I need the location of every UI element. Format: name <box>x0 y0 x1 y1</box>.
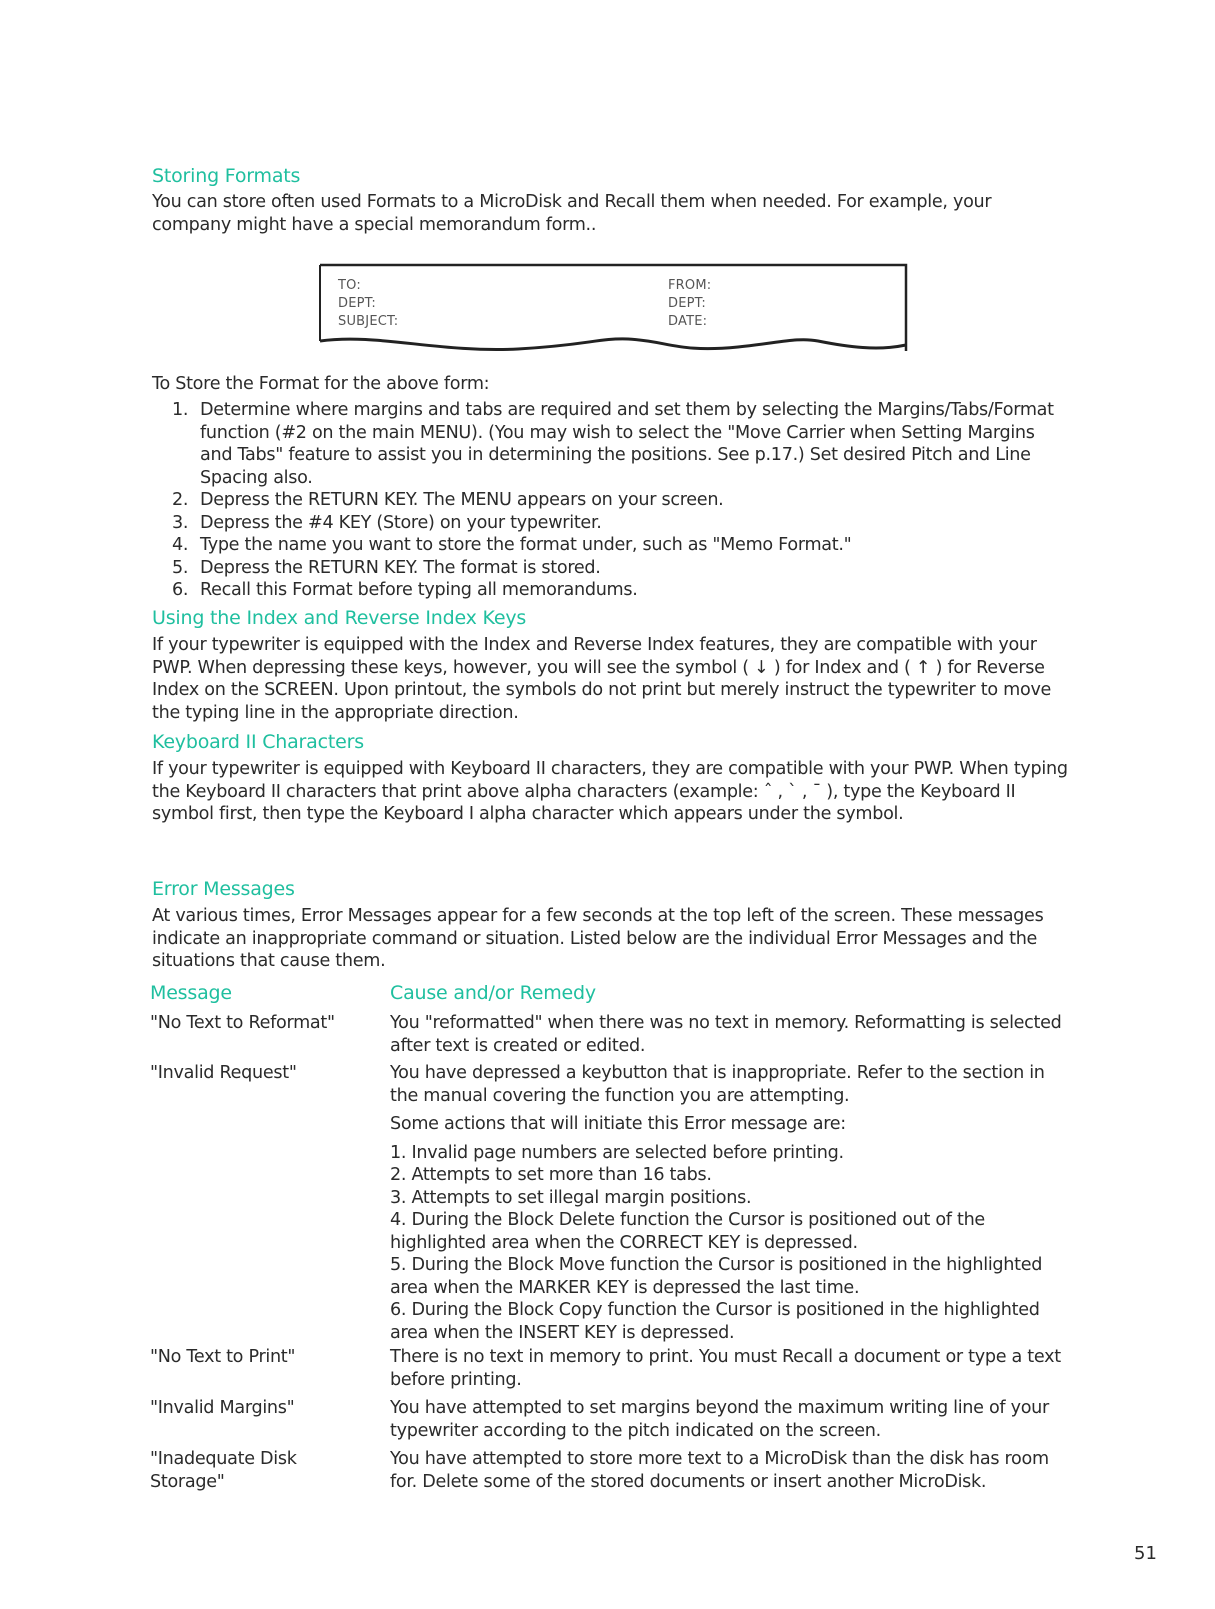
step-text: Determine where margins and tabs are required and set them by selecting the Margins/Tabs/Format function (#2 on the main MENU). (You may wish to select the "Move Carrier when Setting Margins and Tabs" feature to assist you in determining the positions. See p.17.) Set desired Pitch and Line Spacing also. <box>200 400 1054 488</box>
step-text: Recall this Format before typing all memorandums. <box>200 580 638 600</box>
index-keys-body: If your typewriter is equipped with the Index and Reverse Index features, they are compatible with your PWP. When depressing these keys, however, you will see the symbol ( ↓ ) for Index and ( ↑ ) for Reverse Index on the SCREEN. Upon printout, the symbols do not print but merely instruct the typewriter to move the typing line in the appropriate direction. <box>152 635 1052 723</box>
message-column-header: Message <box>150 982 232 1004</box>
step-number: 3. <box>172 512 189 533</box>
error-cause-inadequate-disk: You have attempted to store more text to a MicroDisk than the disk has room for. Delete some of the stored documents or insert another MicroDisk. <box>390 1449 1049 1492</box>
error-message-no-text-reformat: "No Text to Reformat" <box>150 1013 335 1033</box>
list-item: 1. Invalid page numbers are selected before printing. <box>390 1142 844 1163</box>
error-message-inadequate-disk: "Inadequate Disk Storage" <box>150 1449 297 1492</box>
step-text: Depress the RETURN KEY. The MENU appears on your screen. <box>200 490 724 510</box>
memo-dept-label: DEPT: <box>338 296 376 311</box>
storing-formats-intro: You can store often used Formats to a MicroDisk and Recall them when needed. For example, your company might have a special memorandum form.. <box>152 192 992 235</box>
list-item <box>172 534 1072 557</box>
error-cause-invalid-request: You have depressed a keybutton that is inappropriate. Refer to the section in the manual covering the function you are attempting. <box>390 1063 1045 1106</box>
list-item: 2. Attempts to set more than 16 tabs. <box>390 1165 712 1185</box>
store-format-lead: To Store the Format for the above form: <box>152 374 490 394</box>
memo-form-illustration <box>318 263 908 353</box>
step-number: 6. <box>172 580 189 600</box>
memo-date-label: DATE: <box>668 314 708 329</box>
index-keys-heading: Using the Index and Reverse Index Keys <box>152 607 527 629</box>
step-number: 1. <box>172 400 189 420</box>
cause-column-header: Cause and/or Remedy <box>390 982 596 1004</box>
step-number: 2. <box>172 490 189 510</box>
memo-form-border <box>318 263 908 353</box>
memo-subject-label: SUBJECT: <box>338 314 399 329</box>
error-message-no-text-print: "No Text to Print" <box>150 1347 296 1367</box>
error-messages-heading: Error Messages <box>152 878 295 900</box>
step-number: 4. <box>172 535 189 555</box>
error-messages-intro: At various times, Error Messages appear for a few seconds at the top left of the screen. These messages indicate an inappropriate command or situation. Listed below are the individual Error Messages and the situations that cause them. <box>152 906 1044 971</box>
invalid-request-sub: Some actions that will initiate this Error message are: <box>390 1114 846 1134</box>
step-text: Depress the RETURN KEY. The format is stored. <box>200 557 601 578</box>
list-item <box>172 557 1072 580</box>
list-item <box>172 399 1072 489</box>
keyboard-ii-heading: Keyboard II Characters <box>152 731 364 753</box>
storing-formats-heading: Storing Formats <box>152 165 301 187</box>
error-cause-invalid-request-group <box>390 1062 1070 1344</box>
memo-from-label: FROM: <box>668 278 712 293</box>
step-text: Type the name you want to store the format under, such as "Memo Format." <box>200 535 852 555</box>
list-item: 4. During the Block Delete function the Cursor is positioned out of the highlighted area when the CORRECT KEY is depressed. <box>390 1210 985 1253</box>
list-item <box>172 512 1072 535</box>
list-item: 6. During the Block Copy function the Cursor is positioned in the highlighted area when the INSERT KEY is depressed. <box>390 1300 1040 1343</box>
error-cause-invalid-margins: You have attempted to set margins beyond the maximum writing line of your typewriter according to the pitch indicated on the screen. <box>390 1398 1049 1441</box>
store-format-steps <box>172 399 1072 602</box>
invalid-request-list <box>390 1142 1070 1345</box>
memo-to-label: TO: <box>338 278 361 293</box>
error-message-invalid-margins: "Invalid Margins" <box>150 1398 295 1418</box>
page-number: 51 <box>1134 1543 1157 1564</box>
list-item: 5. During the Block Move function the Cursor is positioned in the highlighted area when the MARKER KEY is depressed the last time. <box>390 1255 1043 1298</box>
keyboard-ii-body: If your typewriter is equipped with Keyboard II characters, they are compatible with your PWP. When typing the Keyboard II characters that print above alpha characters (example: ˆ , ˋ , ˉ ), type the Keyboard II symbol first, then type the Keyboard I alpha character which appears under the symbol. <box>152 759 1068 824</box>
list-item <box>172 579 1072 602</box>
step-text: Depress the #4 KEY (Store) on your typewriter. <box>200 512 602 533</box>
error-message-invalid-request: "Invalid Request" <box>150 1063 297 1083</box>
list-item <box>172 489 1072 512</box>
list-item: 3. Attempts to set illegal margin positions. <box>390 1187 752 1208</box>
error-cause-no-text-print: There is no text in memory to print. You must Recall a document or type a text before printing. <box>390 1347 1061 1390</box>
error-cause-no-text-reformat: You "reformatted" when there was no text in memory. Reformatting is selected after text is created or edited. <box>390 1013 1062 1056</box>
memo-dept2-label: DEPT: <box>668 296 706 311</box>
step-number: 5. <box>172 557 189 578</box>
